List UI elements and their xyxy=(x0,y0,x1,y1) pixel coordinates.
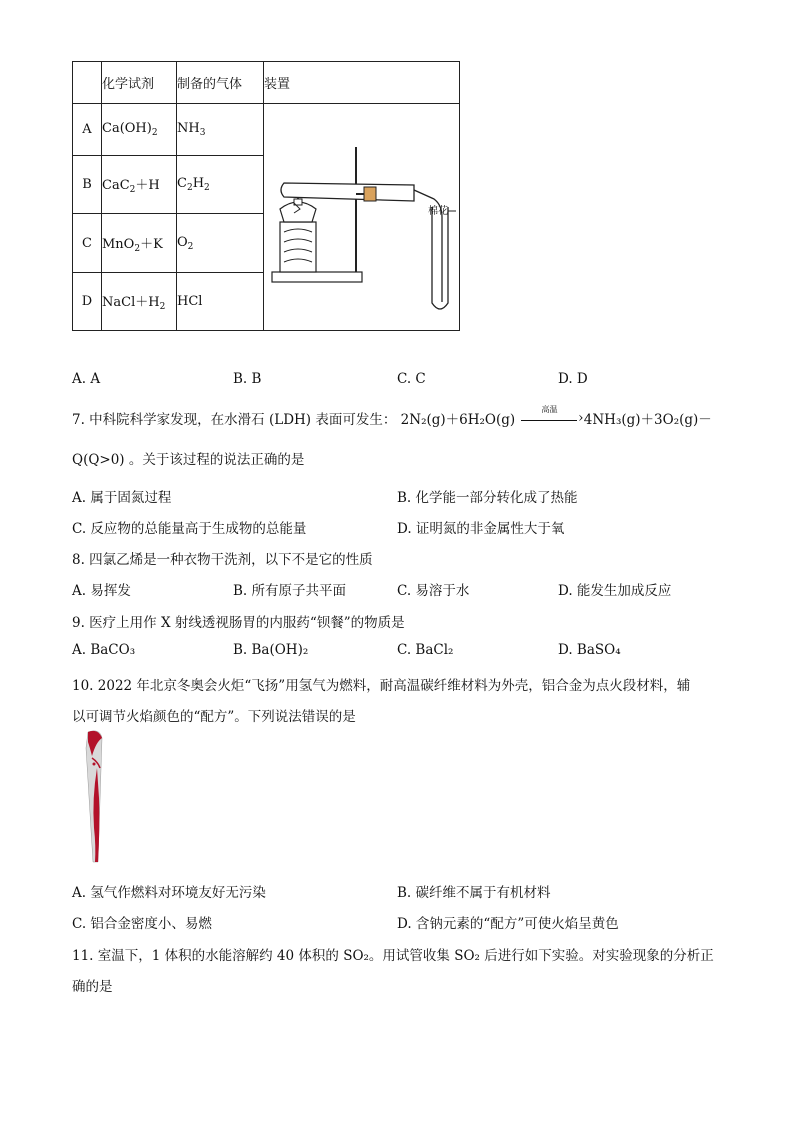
row-label: A xyxy=(73,104,102,156)
header-gas: 制备的气体 xyxy=(177,62,264,104)
reagent-cell: MnO$_2$＋K xyxy=(102,214,177,273)
row-label: C xyxy=(73,214,102,273)
q11-stem-line2: 确的是 xyxy=(72,979,113,995)
q9-option-c: C. BaCl₂ xyxy=(397,642,454,658)
header-empty xyxy=(73,62,102,104)
torch-image xyxy=(80,728,110,866)
q7-option-a: A. 属于固氮过程 xyxy=(72,490,172,506)
q10-stem-line2: 以可调节火焰颜色的“配方”。下列说法错误的是 xyxy=(72,709,356,725)
header-apparatus: 装置 xyxy=(264,62,460,104)
table-row xyxy=(73,104,460,156)
q7-stem-line2: Q(Q>0) 。关于该过程的说法正确的是 xyxy=(72,452,305,468)
cotton-label: 棉花 xyxy=(428,206,448,217)
gas-cell: HCl xyxy=(177,273,264,331)
q6-option-c: C. C xyxy=(397,371,426,387)
q8-option-d: D. 能发生加成反应 xyxy=(558,583,672,599)
q8-option-b: B. 所有原子共平面 xyxy=(233,583,347,599)
q10-stem-line1: 10. 2022 年北京冬奥会火炬“飞扬”用氢气为燃料，耐高温碳纤维材料为外壳，铝合金为点火段材料，辅 xyxy=(72,678,691,694)
q7-option-b: B. 化学能一部分转化成了热能 xyxy=(397,490,578,506)
q7-option-d: D. 证明氮的非金属性大于氧 xyxy=(397,521,565,537)
reagent-table xyxy=(72,61,460,331)
reagent-cell: $Ca(OH)_2$ xyxy=(102,104,177,156)
q7-stem: 7. 中科院科学家发现，在水滑石 (LDH) 表面可发生： 2N₂(g)＋6H₂O(g) 高温 › 4NH₃(g)＋3O₂(g)－ xyxy=(72,405,712,428)
q7-equation-right: 4NH₃(g)＋3O₂(g)－ xyxy=(583,412,712,428)
gas-cell: $C_2H_2$ xyxy=(177,156,264,214)
q8-option-c: C. 易溶于水 xyxy=(397,583,470,599)
gas-cell: $NH_3$ xyxy=(177,104,264,156)
reagent-cell: CaC$_2$＋H xyxy=(102,156,177,214)
q10-option-d: D. 含钠元素的“配方”可使火焰呈黄色 xyxy=(397,916,619,932)
q9-option-b: B. Ba(OH)₂ xyxy=(233,642,309,658)
q11-stem-line1: 11. 室温下，1 体积的水能溶解约 40 体积的 SO₂。用试管收集 SO₂ 后进行如下实验。对实验现象的分析正 xyxy=(72,948,714,964)
reaction-arrow: 高温 › xyxy=(519,412,579,428)
row-label: D xyxy=(73,273,102,331)
q6-option-b: B. B xyxy=(233,371,262,387)
reagent-cell: $NaCl+H_2$ xyxy=(102,273,177,331)
q7-option-c: C. 反应物的总能量高于生成物的总能量 xyxy=(72,521,307,537)
table-header-row xyxy=(73,62,460,104)
q10-option-a: A. 氢气作燃料对环境友好无污染 xyxy=(72,885,266,901)
q6-option-a: A. A xyxy=(72,371,101,387)
q6-option-d: D. D xyxy=(558,371,588,387)
apparatus-cell xyxy=(264,104,460,331)
header-reagent: 化学试剂 xyxy=(102,62,177,104)
q9-stem: 9. 医疗上用作 X 射线透视肠胃的内服药“钡餐”的物质是 xyxy=(72,615,405,631)
apparatus-diagram xyxy=(264,107,459,327)
q9-option-a: A. BaCO₃ xyxy=(72,642,136,658)
row-label: B xyxy=(73,156,102,214)
gas-cell: $O_2$ xyxy=(177,214,264,273)
q8-option-a: A. 易挥发 xyxy=(72,583,131,599)
q8-stem: 8. 四氯乙烯是一种衣物干洗剂，以下不是它的性质 xyxy=(72,552,373,568)
q7-equation-left: 2N₂(g)＋6H₂O(g) xyxy=(400,412,516,428)
q10-option-c: C. 铝合金密度小、易燃 xyxy=(72,916,212,932)
q10-option-b: B. 碳纤维不属于有机材料 xyxy=(397,885,551,901)
q9-option-d: D. BaSO₄ xyxy=(558,642,621,658)
